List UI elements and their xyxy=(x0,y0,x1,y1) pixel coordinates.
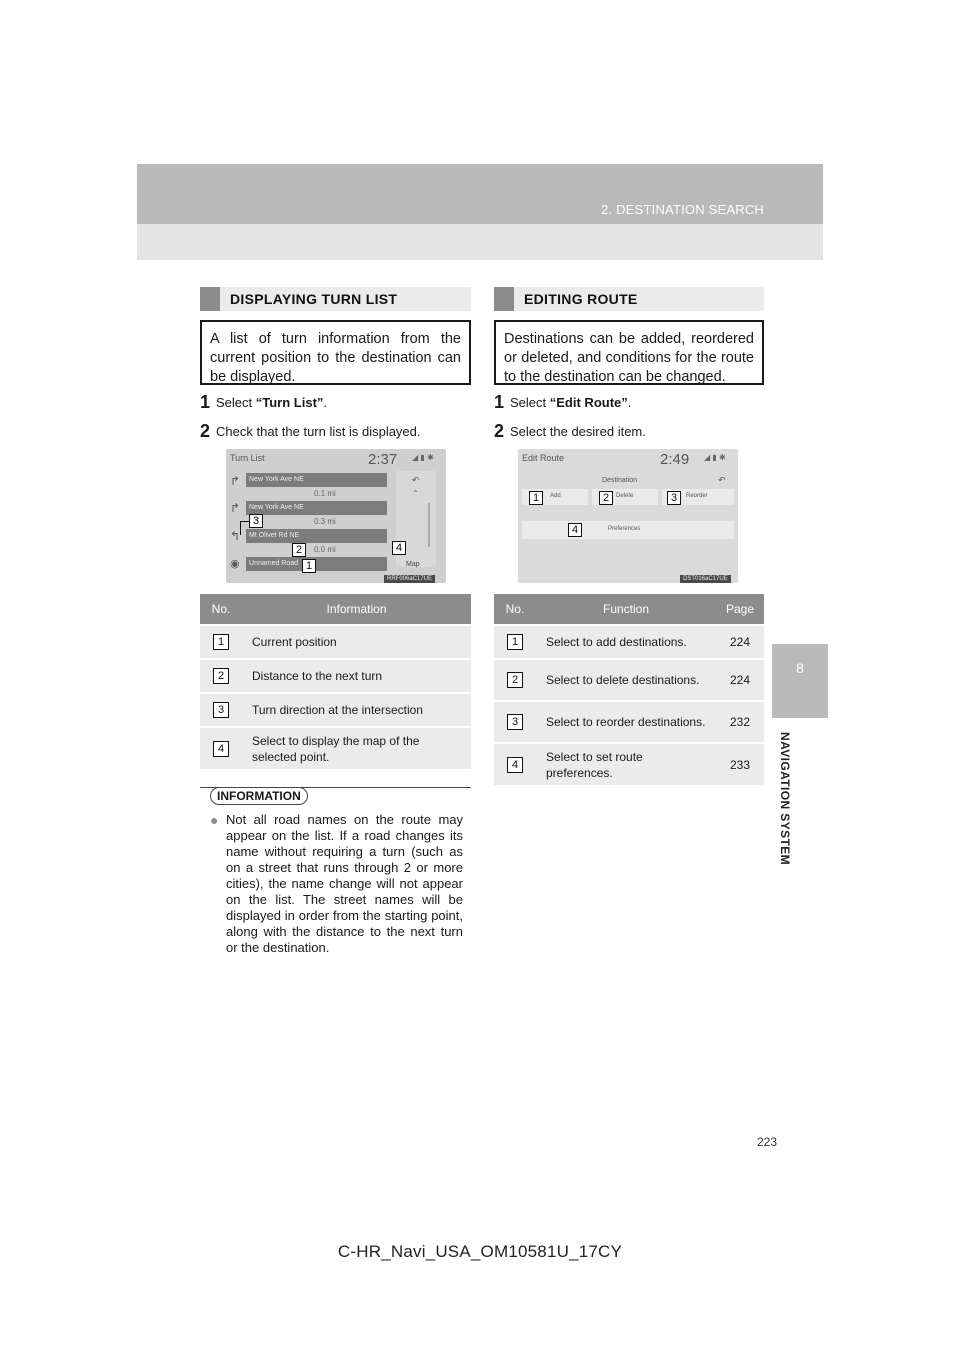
turn-list-intro: A list of turn information from the current position to the destination can be displayed. xyxy=(200,320,471,385)
back-icon[interactable]: ↶ xyxy=(412,475,420,485)
callout-1: 1 xyxy=(529,491,543,505)
status-icons: ◢ ▮ ✱ xyxy=(704,453,726,462)
page-reference: 224 xyxy=(716,625,764,659)
header-subband xyxy=(137,224,823,260)
turn-row-distance: 0.0 mi xyxy=(314,545,336,554)
turn-row-distance: 0.3 mi xyxy=(314,517,336,526)
turn-row-road[interactable]: New York Ave NE xyxy=(246,501,387,515)
function-table xyxy=(494,594,764,785)
reorder-button[interactable]: Reorder xyxy=(662,489,734,505)
screen-title: Turn List xyxy=(230,453,265,463)
edit-route-section-header xyxy=(494,287,764,311)
edit-route-screenshot xyxy=(518,449,738,583)
screen-title: Edit Route xyxy=(522,453,565,463)
turn-list-step-2: 2 Check that the turn list is displayed. xyxy=(200,421,421,441)
turn-list-screenshot xyxy=(226,449,446,583)
screen-clock: 2:49 xyxy=(660,451,690,468)
turn-list-step-1: 1 Select “Turn List”. xyxy=(200,392,328,412)
column-header-function: Function xyxy=(536,594,716,625)
chapter-number: 8 xyxy=(796,660,804,676)
information-table xyxy=(200,594,471,769)
scrollbar[interactable] xyxy=(428,503,430,547)
edit-route-step-2: 2 Select the desired item. xyxy=(494,421,646,441)
chapter-tab xyxy=(772,644,828,718)
table-row: 4 Select to set route preferences. 233 xyxy=(494,743,764,785)
table-row: 2 Select to delete destinations. 224 xyxy=(494,659,764,701)
turn-arrow-icon: ↰ xyxy=(230,529,241,543)
callout-4: 4 xyxy=(568,523,582,537)
turn-arrow-icon: ↱ xyxy=(230,474,241,488)
callout-2: 2 xyxy=(599,491,613,505)
current-position-icon: ◉ xyxy=(230,558,240,570)
callout-1: 1 xyxy=(302,559,316,573)
turn-list-section-header xyxy=(200,287,471,311)
table-row: 3 Turn direction at the intersection xyxy=(200,693,471,727)
destination-group-label: Destination xyxy=(602,477,638,484)
turn-row-road[interactable]: New York Ave NE xyxy=(246,473,387,487)
column-header-information: Information xyxy=(242,594,471,625)
image-code: RRF006aC17UE xyxy=(384,575,435,583)
table-row: 3 Select to reorder destinations. 232 xyxy=(494,701,764,743)
map-button[interactable]: Map xyxy=(406,561,420,568)
callout-4: 4 xyxy=(392,541,406,555)
page-reference: 224 xyxy=(716,659,764,701)
callout-3: 3 xyxy=(249,514,263,528)
section-title: DISPLAYING TURN LIST xyxy=(230,291,398,307)
edit-route-intro: Destinations can be added, reordered or deleted, and conditions for the route to the destination can be changed. xyxy=(494,320,764,385)
turn-row-road[interactable]: Mt Olivet Rd NE xyxy=(246,529,387,543)
page-number: 223 xyxy=(756,1135,777,1149)
document-footer: C-HR_Navi_USA_OM10581U_17CY xyxy=(337,1242,623,1261)
scroll-up-icon[interactable]: ⌃ xyxy=(412,489,419,498)
preferences-button[interactable]: Preferences xyxy=(522,521,734,539)
status-icons: ◢ ▮ ✱ xyxy=(412,453,434,462)
table-row: 4 Select to display the map of the selected point. xyxy=(200,727,471,769)
bullet-icon: ● xyxy=(210,812,219,828)
page-reference: 232 xyxy=(716,701,764,743)
column-header-page: Page xyxy=(716,594,764,625)
table-row: 1 Current position xyxy=(200,625,471,659)
turn-arrow-icon: ↱ xyxy=(230,501,241,515)
information-badge: INFORMATION xyxy=(210,787,308,805)
image-code: DST016aC17UE xyxy=(680,575,731,583)
chapter-label: NAVIGATION SYSTEM xyxy=(778,732,792,866)
page-reference: 233 xyxy=(716,743,764,785)
delete-button[interactable]: Delete xyxy=(592,489,658,505)
table-row: 1 Select to add destinations. 224 xyxy=(494,625,764,659)
column-header-no: No. xyxy=(494,594,536,625)
column-header-no: No. xyxy=(200,594,242,625)
section-heading: 2. DESTINATION SEARCH xyxy=(601,202,764,217)
turn-row-distance: 0.1 mi xyxy=(314,489,336,498)
add-button[interactable]: Add xyxy=(522,489,588,505)
callout-2: 2 xyxy=(292,543,306,557)
edit-route-step-1: 1 Select “Edit Route”. xyxy=(494,392,632,412)
callout-3: 3 xyxy=(667,491,681,505)
screen-clock: 2:37 xyxy=(368,451,398,468)
information-text: ● Not all road names on the route may appear on the list. If a road changes its name without requiring a turn (such as on a street that runs through 2 or more cities), the name change will not appear on the list. The street names will be displayed in order from the starting point, along with the distance to the next turn or the destination. xyxy=(210,812,463,955)
turn-row-road[interactable]: Unnamed Road xyxy=(246,557,387,571)
section-title: EDITING ROUTE xyxy=(524,291,638,307)
table-row: 2 Distance to the next turn xyxy=(200,659,471,693)
back-icon[interactable]: ↶ xyxy=(718,475,726,485)
